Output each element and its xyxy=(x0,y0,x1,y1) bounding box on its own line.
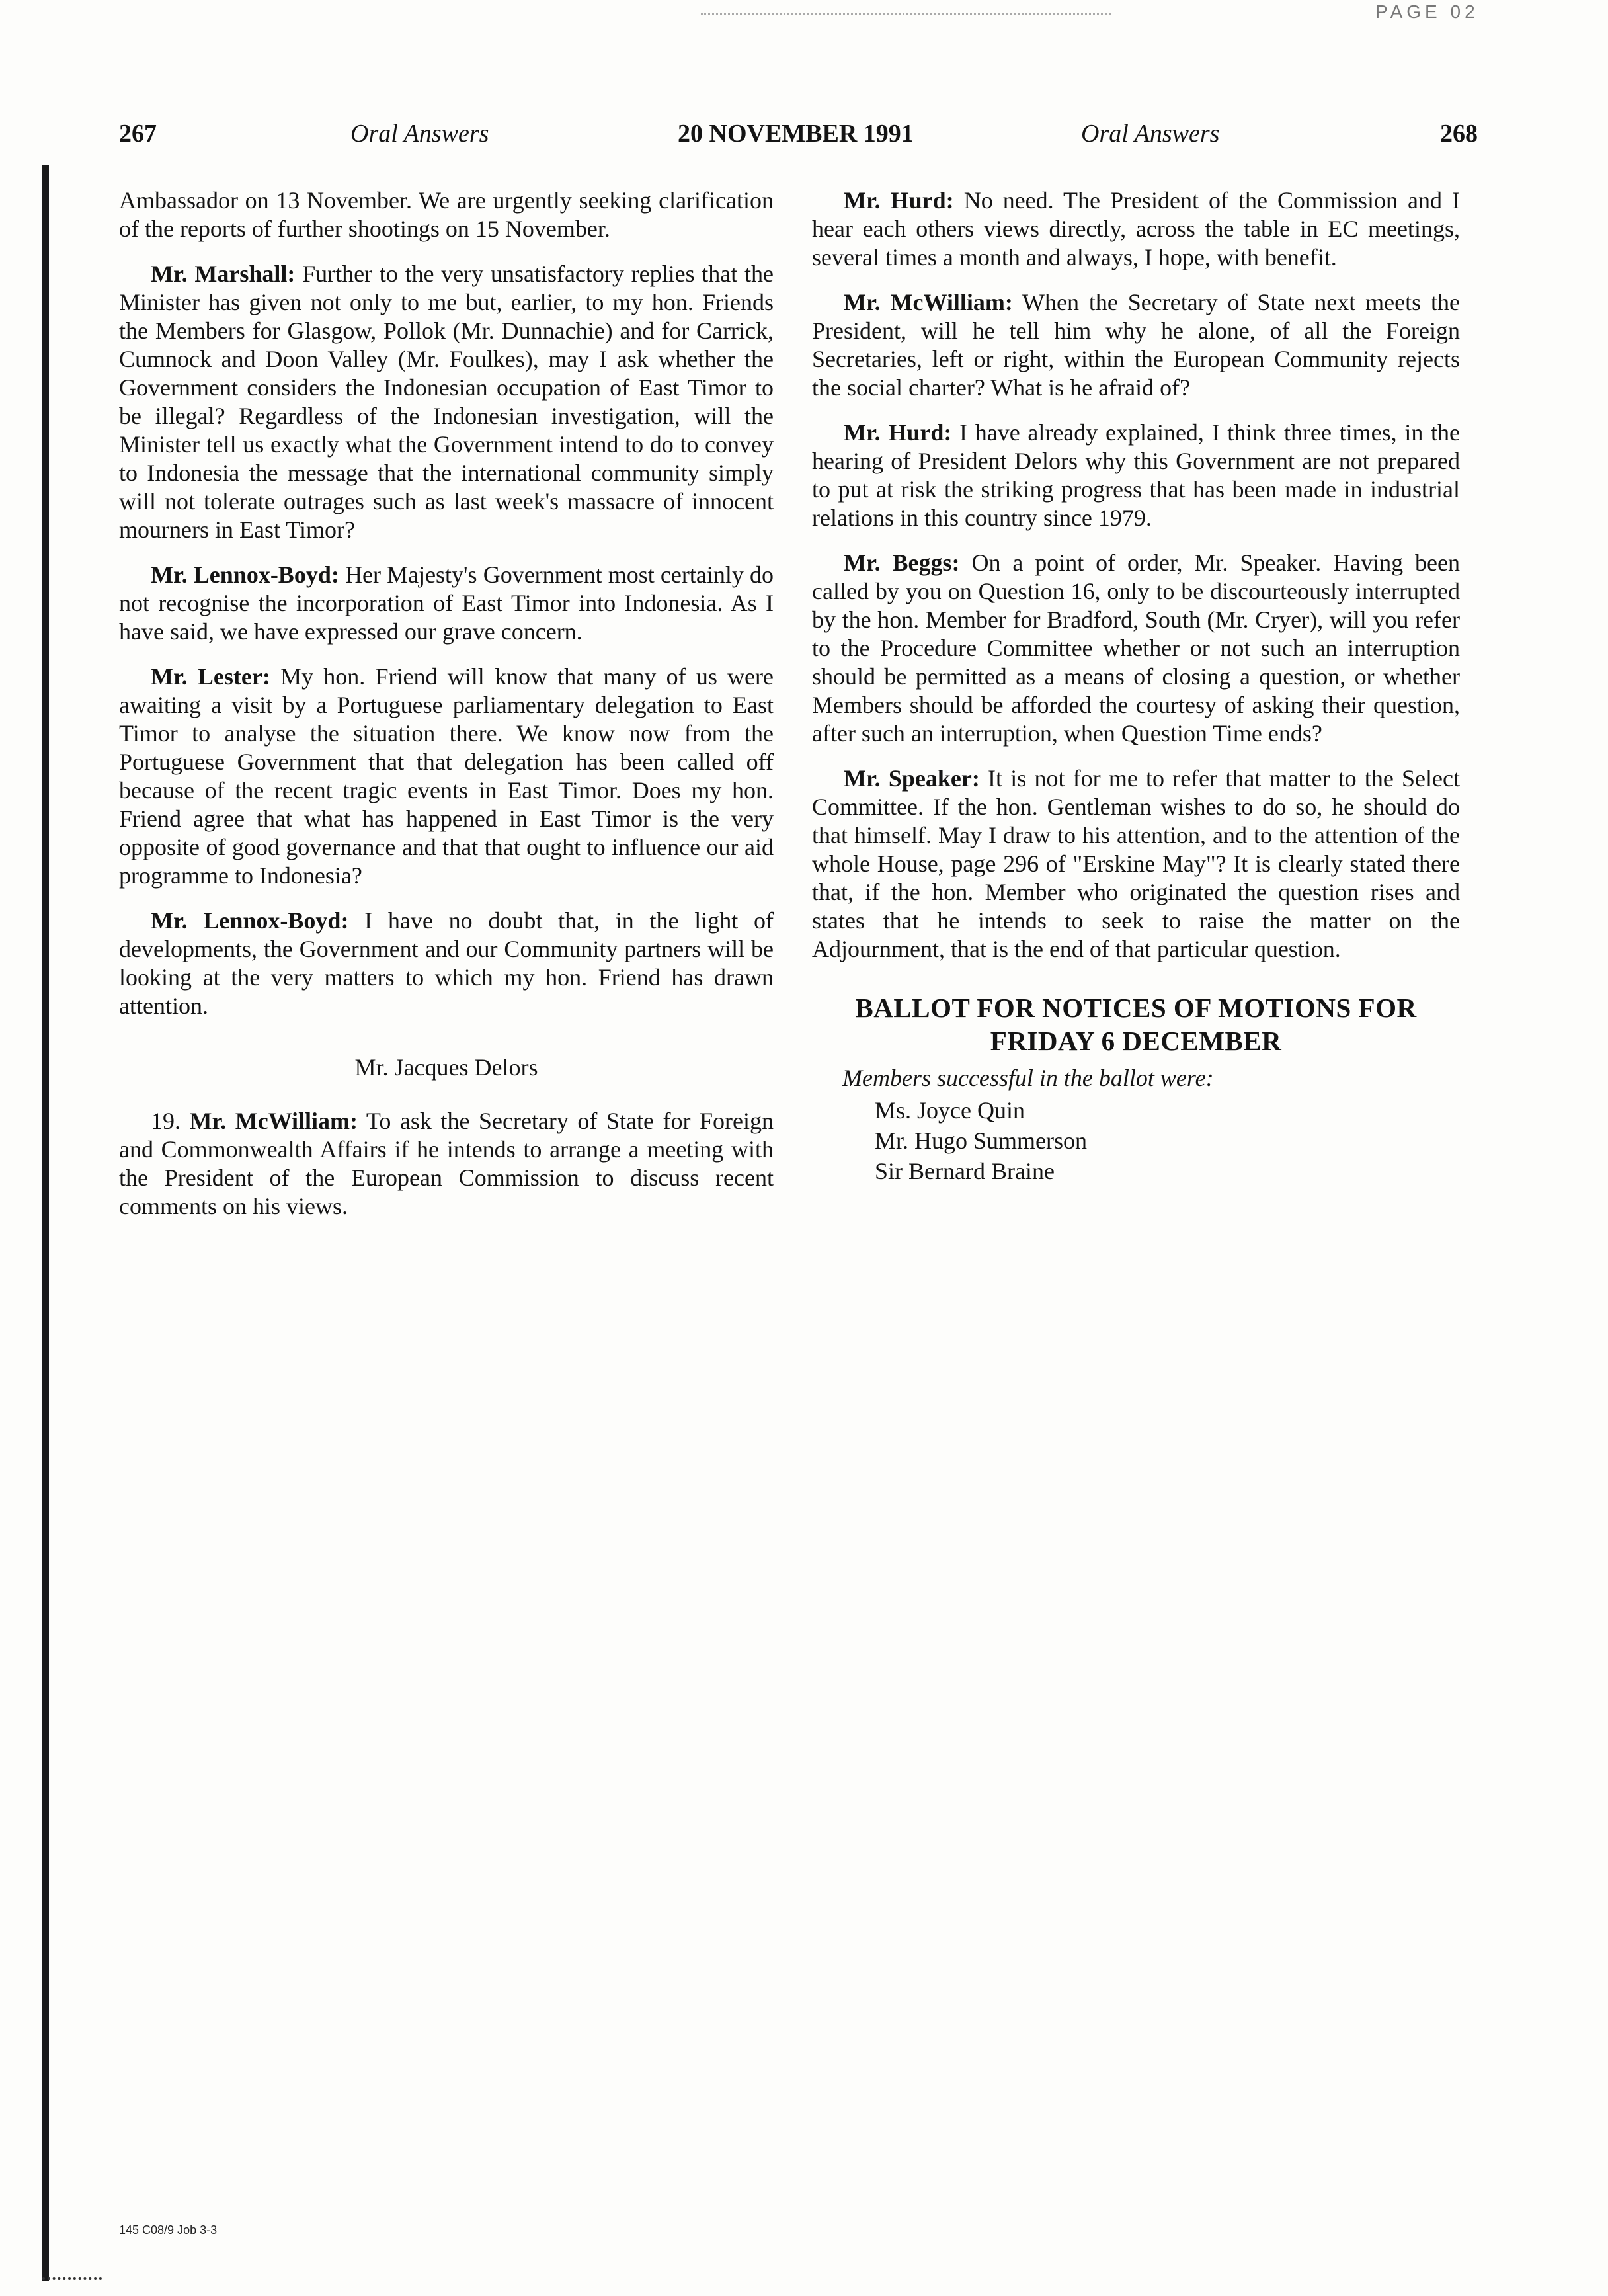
running-head xyxy=(119,119,1488,159)
binding-edge-foot xyxy=(42,2275,102,2280)
speaker-name: Mr. Marshall: xyxy=(151,261,296,287)
sitting-date: 20 NOVEMBER 1991 xyxy=(678,120,914,147)
speaker-name: Mr. McWilliam: xyxy=(189,1108,358,1134)
right-running-title: Oral Answers xyxy=(1081,120,1220,147)
speaker-name: Mr. Lennox-Boyd: xyxy=(151,907,349,934)
speaker-name: Mr. Lester: xyxy=(151,663,270,690)
left-page-number: 267 xyxy=(119,120,157,147)
exchange-paragraph xyxy=(812,764,1460,964)
fax-header xyxy=(0,0,1608,26)
left-column xyxy=(119,186,774,1237)
right-column xyxy=(812,186,1460,1186)
printer-job-code: 145 C08/9 Job 3-3 xyxy=(119,2223,218,2236)
question-number: 19. xyxy=(151,1108,181,1134)
ballot-heading xyxy=(812,991,1460,1057)
right-page-number: 268 xyxy=(1440,120,1478,147)
speech-text: My hon. Friend will know that many of us were awaiting a visit by a Portuguese parliamentary delegation to East Timor to analyse the situation there. We know now from the Portuguese Government that that delegation has been called off because of the recent tragic events in East Timor. Does my hon. Friend agree that what has happened in East Timor is the very opposite of good governance and that that ought to influence our aid programme to Indonesia? xyxy=(119,663,774,889)
speech-text: On a point of order, Mr. Speaker. Having been called by you on Question 16, only to be discourteously interrupted by the hon. Member for Bradford, South (Mr. Cryer), will you refer to the Procedure Committee whether or not such an interruption should be permitted as a means of closing a question, or whether Members should be afforded the courtesy of asking their question, after such an interruption, when Question Time ends? xyxy=(812,550,1461,747)
continued-answer: Ambassador on 13 November. We are urgently seeking clarification of the reports of further shootings on 15 November. xyxy=(119,187,774,242)
speaker-name: Mr. Hurd: xyxy=(844,419,952,446)
exchange-paragraph xyxy=(119,260,774,544)
question-paragraph xyxy=(119,1107,774,1221)
exchange-paragraph xyxy=(119,663,774,890)
binding-edge-rule xyxy=(42,165,49,2281)
exchange-paragraph xyxy=(119,561,774,646)
speech-text: I have already explained, I think three times, in the hearing of President Delors why this Government are not prepared to put at risk the striking progress that has been made in industrial relations in this country since 1979. xyxy=(812,419,1460,531)
ballot-heading-line: BALLOT FOR NOTICES OF MOTIONS FOR xyxy=(855,993,1417,1023)
speaker-name: Mr. Hurd: xyxy=(844,187,954,214)
ballot-intro: Members successful in the ballot were: xyxy=(842,1065,1214,1091)
left-running-title: Oral Answers xyxy=(350,120,489,147)
ballot-member-name: Sir Bernard Braine xyxy=(875,1158,1055,1184)
speech-text: I have no doubt that, in the light of developments, the Government and our Community partners will be looking at the very matters to which my hon. Friend has drawn attention. xyxy=(119,907,774,1019)
ballot-heading-line: FRIDAY 6 DECEMBER xyxy=(990,1026,1282,1056)
fax-transmission-line xyxy=(701,7,1111,15)
speaker-name: Mr. Lennox-Boyd: xyxy=(151,561,339,588)
exchange-paragraph xyxy=(119,907,774,1020)
exchange-paragraph xyxy=(812,288,1460,402)
speaker-name: Mr. McWilliam: xyxy=(844,289,1013,315)
ballot-member-name: Ms. Joyce Quin xyxy=(875,1097,1025,1124)
speech-text: Further to the very unsatisfactory replies that the Minister has given not only to me but, earlier, to my hon. Friends the Members for Glasgow, Pollok (Mr. Dunnachie) and for Carrick, Cumnock and Doon Valley (Mr. Foulkes), may I ask whether the Government considers the Indonesian occupation of East Timor to be illegal? Regardless of the Indonesian investigation, will the Minister tell us exactly what the Government intend to do to convey to Indonesia the message that the international community simply will not tolerate outrages such as last week's massacre of innocent mourners in East Timor? xyxy=(119,261,774,543)
speech-text: Her Majesty's Government most certainly do not recognise the incorporation of East Timor into Indonesia. As I have said, we have expressed our grave concern. xyxy=(119,561,774,645)
exchange-paragraph xyxy=(812,186,1460,272)
section-heading: Mr. Jacques Delors xyxy=(354,1054,538,1081)
ballot-member-name: Mr. Hugo Summerson xyxy=(875,1128,1088,1154)
speaker-name: Mr. Speaker: xyxy=(844,765,980,792)
speaker-name: Mr. Beggs: xyxy=(844,550,960,576)
exchange-paragraph xyxy=(812,419,1460,532)
fax-page-label: PAGE 02 xyxy=(1375,1,1479,22)
exchange-paragraph xyxy=(812,549,1460,748)
speech-text: When the Secretary of State next meets the President, will he tell him why he alone, of all the Foreign Secretaries, left or right, within the European Community rejects the social charter? What is he afraid of? xyxy=(812,289,1460,401)
speech-text: No need. The President of the Commission and I hear each others views directly, across the table in EC meetings, several times a month and always, I hope, with benefit. xyxy=(812,187,1461,270)
question-text: To ask the Secretary of State for Foreign and Commonwealth Affairs if he intends to arrange a meeting with the President of the European Commission to discuss recent comments on his views. xyxy=(119,1108,774,1219)
speech-text: It is not for me to refer that matter to the Select Committee. If the hon. Gentleman wishes to do so, he should do that himself. May I draw to his attention, and to the attention of the whole House, page 296 of "Erskine May"? It is clearly stated there that, if the hon. Member who originated the question rises and states that he intends to seek to raise the matter on the Adjournment, that is the end of that particular question. xyxy=(812,765,1460,962)
